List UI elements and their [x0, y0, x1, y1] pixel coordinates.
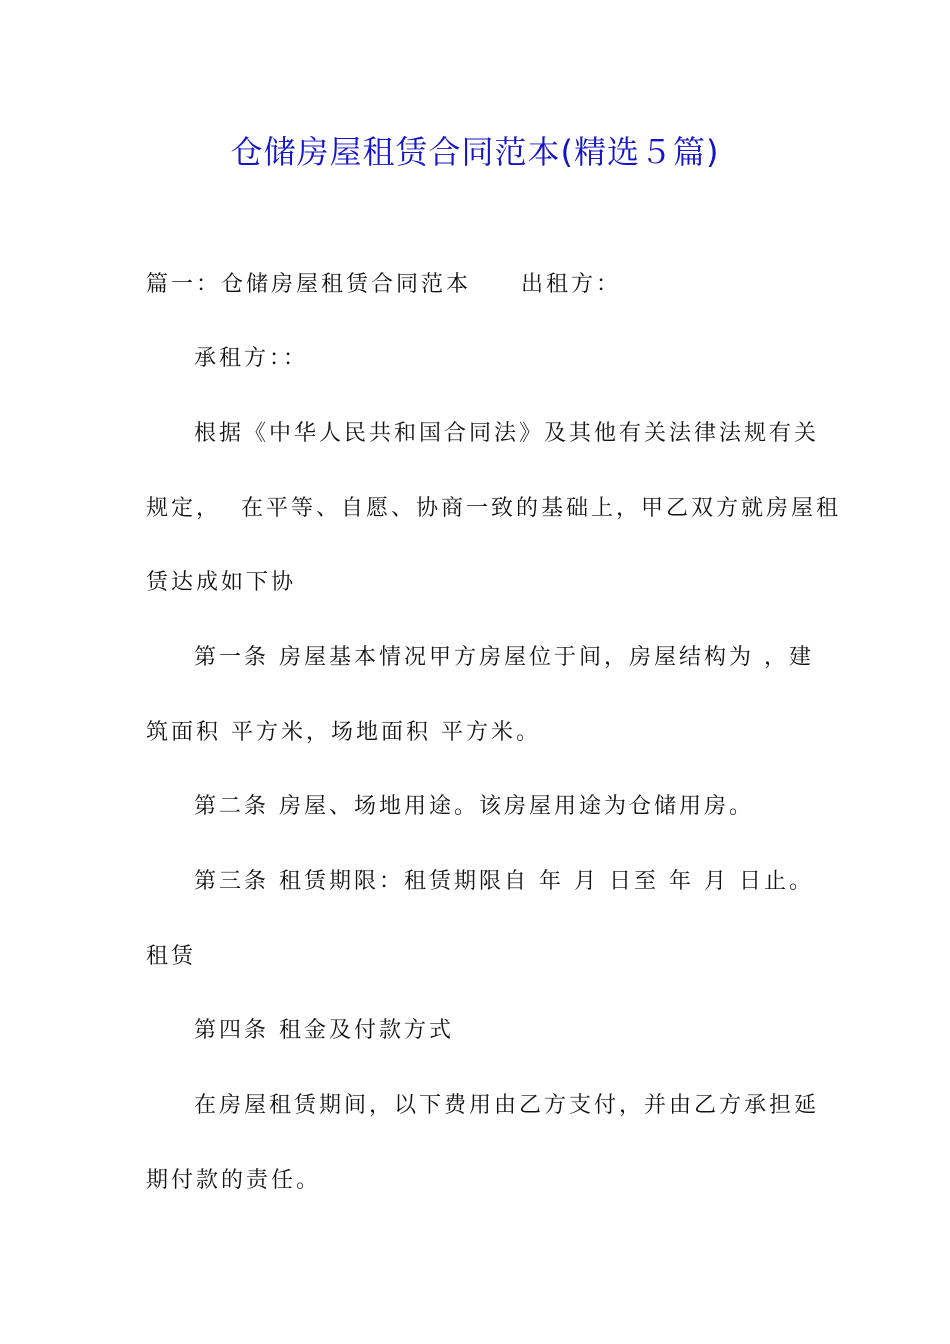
paragraph-line-lessee: 承租方：：	[194, 346, 309, 371]
paragraph-line: 筑面积 平方米，场地面积 平方米。	[146, 720, 541, 745]
document-title: 仓储房屋租赁合同范本(精选５篇)	[230, 133, 720, 171]
paragraph-line: 根据《中华人民共和国合同法》及其他有关法律法规有关	[194, 421, 820, 446]
paragraph-line-article-2: 第二条 房屋、场地用途。该房屋用途为仓储用房。	[194, 794, 754, 819]
paragraph-line-article-4: 第四条 租金及付款方式	[194, 1018, 454, 1043]
paragraph-line: 规定， 在平等、自愿、协商一致的基础上，甲乙双方就房屋租	[146, 496, 841, 521]
paragraph-line-article-1: 第一条 房屋基本情况甲方房屋位于间，房屋结构为 ，建	[194, 645, 814, 670]
paragraph-line-section-heading: 篇一：仓储房屋租赁合同范本 出租方：	[146, 272, 622, 297]
paragraph-line-article-3: 第三条 租赁期限：租赁期限自 年 月 日至 年 月 日止。	[194, 869, 814, 894]
paragraph-line: 赁达成如下协	[146, 570, 297, 595]
paragraph-line: 在房屋租赁期间，以下费用由乙方支付，并由乙方承担延	[194, 1093, 820, 1118]
paragraph-line: 期付款的责任。	[146, 1168, 322, 1193]
paragraph-line: 租赁	[146, 944, 197, 969]
